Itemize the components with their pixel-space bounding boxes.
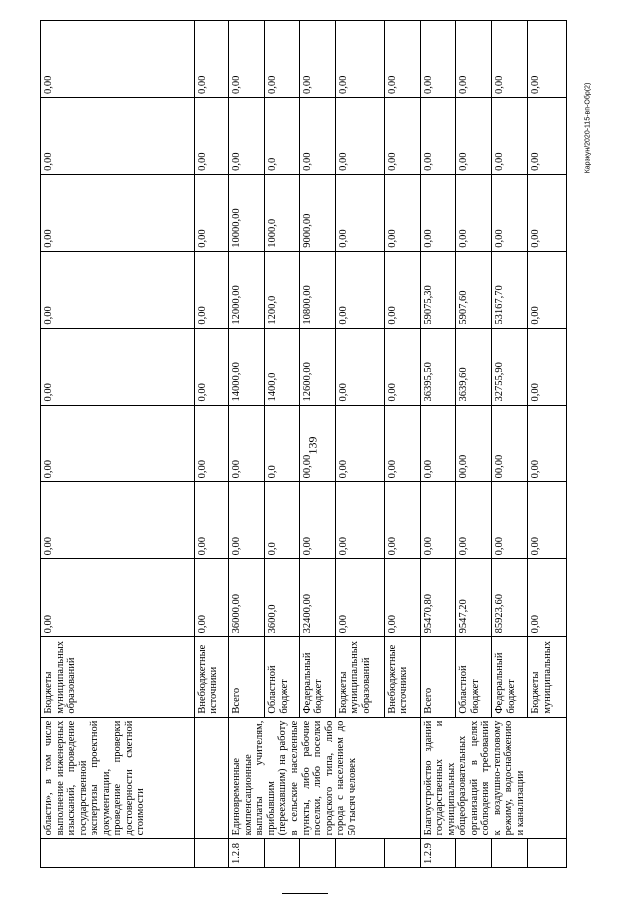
- value-cell: 0,00: [420, 97, 456, 174]
- funding-source: Бюджеты муниципальных: [528, 637, 567, 717]
- value-cell: 00,00: [492, 405, 528, 482]
- value-cell: 0,00: [384, 328, 420, 405]
- value-cell: 1200,0: [265, 251, 300, 328]
- row-number: [528, 839, 567, 868]
- value-cell: 0,00: [194, 174, 229, 251]
- value-cell: 53167,70: [492, 251, 528, 328]
- value-cell: 0,00: [384, 405, 420, 482]
- value-cell: 85923,60: [492, 559, 528, 637]
- budget-table: [40, 20, 567, 868]
- table-row: [420, 21, 456, 868]
- value-cell: 95470,80: [420, 559, 456, 637]
- value-cell: 0,00: [335, 559, 384, 637]
- value-cell: 0,00: [335, 97, 384, 174]
- value-cell: 0,00: [528, 328, 567, 405]
- value-cell: 0,00: [41, 405, 195, 482]
- value-cell: 0,00: [528, 482, 567, 559]
- value-cell: 10800,00: [299, 251, 335, 328]
- value-cell: 0,00: [194, 482, 229, 559]
- value-cell: 9547,20: [456, 559, 492, 637]
- value-cell: 0,00: [492, 482, 528, 559]
- value-cell: 0,00: [41, 21, 195, 98]
- row-number: [492, 839, 528, 868]
- value-cell: 0,00: [528, 97, 567, 174]
- value-cell: 0,00: [420, 405, 456, 482]
- value-cell: 0,00: [194, 251, 229, 328]
- funding-source: Областной бюджет: [456, 637, 492, 717]
- value-cell: 0,00: [384, 482, 420, 559]
- value-cell: 0,00: [194, 21, 229, 98]
- table-row: [194, 21, 229, 868]
- row-number: [194, 839, 229, 868]
- document-reference: [580, 82, 596, 174]
- value-cell: 0,00: [335, 21, 384, 98]
- value-cell: 0,00: [528, 21, 567, 98]
- value-cell: 0,00: [335, 174, 384, 251]
- value-cell: 0,00: [420, 21, 456, 98]
- row-number: 1.2.8: [229, 839, 265, 868]
- value-cell: 3639,60: [456, 328, 492, 405]
- row-number: [41, 839, 195, 868]
- row-number: [335, 839, 384, 868]
- page-number: 139: [305, 436, 320, 455]
- value-cell: 3600,0: [265, 559, 300, 637]
- value-cell: 0,0: [265, 405, 300, 482]
- value-cell: 0,00: [41, 97, 195, 174]
- value-cell: 0,00: [420, 174, 456, 251]
- value-cell: 0,00: [492, 97, 528, 174]
- funding-source: Федеральный бюджет: [492, 637, 528, 717]
- funding-source: Бюджеты муниципальных образований: [335, 637, 384, 717]
- value-cell: 0,00: [299, 97, 335, 174]
- measure-description: [194, 717, 229, 839]
- value-cell: 36000,00: [229, 559, 265, 637]
- value-cell: 0,00: [456, 482, 492, 559]
- value-cell: 0,00: [384, 559, 420, 637]
- value-cell: 00,00: [299, 405, 335, 482]
- value-cell: 59075,30: [420, 251, 456, 328]
- value-cell: 0,00: [384, 174, 420, 251]
- value-cell: 0,00: [492, 21, 528, 98]
- table-row: [41, 21, 195, 868]
- value-cell: 00,00: [456, 405, 492, 482]
- value-cell: 10000,00: [229, 174, 265, 251]
- measure-description: Благоустройство зданий государственных и муниципальных общеобразовательных организаций в целях соблюдения требований к воздушно-тепловому режиму, водоснабжению и канализации: [420, 717, 566, 839]
- value-cell: 5907,60: [456, 251, 492, 328]
- value-cell: 0,00: [492, 174, 528, 251]
- value-cell: 0,00: [456, 97, 492, 174]
- value-cell: 0,00: [41, 559, 195, 637]
- value-cell: 0,00: [194, 328, 229, 405]
- value-cell: 32755,90: [492, 328, 528, 405]
- value-cell: 0,00: [384, 97, 420, 174]
- value-cell: 0,00: [299, 21, 335, 98]
- funding-source: Всего: [229, 637, 265, 717]
- value-cell: 12000,00: [229, 251, 265, 328]
- measure-description: области», в том числе выполнение инженерных изысканий, проведение государственной экспертизы проектной документации, проведение проверки достоверности сметной стоимости: [41, 717, 195, 839]
- value-cell: 0,00: [41, 328, 195, 405]
- value-cell: 0,00: [194, 97, 229, 174]
- table-row: [229, 21, 265, 868]
- value-cell: 0,0: [265, 482, 300, 559]
- funding-source: Внебюджетные источники: [384, 637, 420, 717]
- value-cell: 0,00: [194, 559, 229, 637]
- value-cell: 1400,0: [265, 328, 300, 405]
- value-cell: 9000,00: [299, 174, 335, 251]
- value-cell: 0,00: [335, 251, 384, 328]
- value-cell: 0,00: [41, 251, 195, 328]
- row-number: [299, 839, 335, 868]
- row-number: 1.2.9: [420, 839, 456, 868]
- value-cell: 0,00: [229, 405, 265, 482]
- rotated-table-container: [40, 20, 567, 868]
- value-cell: 14000,00: [229, 328, 265, 405]
- funding-source: Областной бюджет: [265, 637, 300, 717]
- value-cell: 0,00: [299, 482, 335, 559]
- value-cell: 0,00: [229, 482, 265, 559]
- value-cell: 0,00: [384, 21, 420, 98]
- value-cell: 0,00: [41, 174, 195, 251]
- value-cell: 0,00: [41, 482, 195, 559]
- value-cell: 1000,0: [265, 174, 300, 251]
- table-viewport: [40, 20, 567, 868]
- value-cell: 0,00: [528, 405, 567, 482]
- value-cell: 0,00: [335, 328, 384, 405]
- value-cell: 0,0: [265, 97, 300, 174]
- value-cell: 0,00: [528, 174, 567, 251]
- funding-source: Внебюджетные источники: [194, 637, 229, 717]
- value-cell: 0,00: [528, 251, 567, 328]
- value-cell: 12600,00: [299, 328, 335, 405]
- value-cell: 0,00: [456, 174, 492, 251]
- row-number: [456, 839, 492, 868]
- row-number: [265, 839, 300, 868]
- value-cell: 36395,50: [420, 328, 456, 405]
- value-cell: 0,00: [420, 482, 456, 559]
- funding-source: Бюджеты муниципальных образований: [41, 637, 195, 717]
- value-cell: 0,00: [335, 482, 384, 559]
- value-cell: 32400,00: [299, 559, 335, 637]
- value-cell: 0,00: [456, 21, 492, 98]
- value-cell: 0,00: [229, 97, 265, 174]
- document-reference-text: Карзкун/2020-115-вп-Обр(2): [584, 82, 592, 174]
- value-cell: 0,00: [384, 251, 420, 328]
- funding-source: Всего: [420, 637, 456, 717]
- value-cell: 0,00: [229, 21, 265, 98]
- value-cell: 0,00: [528, 559, 567, 637]
- value-cell: 0,00: [194, 405, 229, 482]
- value-cell: 0,00: [265, 21, 300, 98]
- row-number: [384, 839, 420, 868]
- value-cell: 0,00: [335, 405, 384, 482]
- bottom-rule: [282, 893, 328, 894]
- funding-source: Федеральный бюджет: [299, 637, 335, 717]
- measure-description: Единовременные компенсационные выплаты учителям, прибывшим (переехавшим) на работу в сельские населенные пункты, либо рабочие поселки, либо поселки городского типа, либо города с населением до 50 тысяч человек: [229, 717, 420, 839]
